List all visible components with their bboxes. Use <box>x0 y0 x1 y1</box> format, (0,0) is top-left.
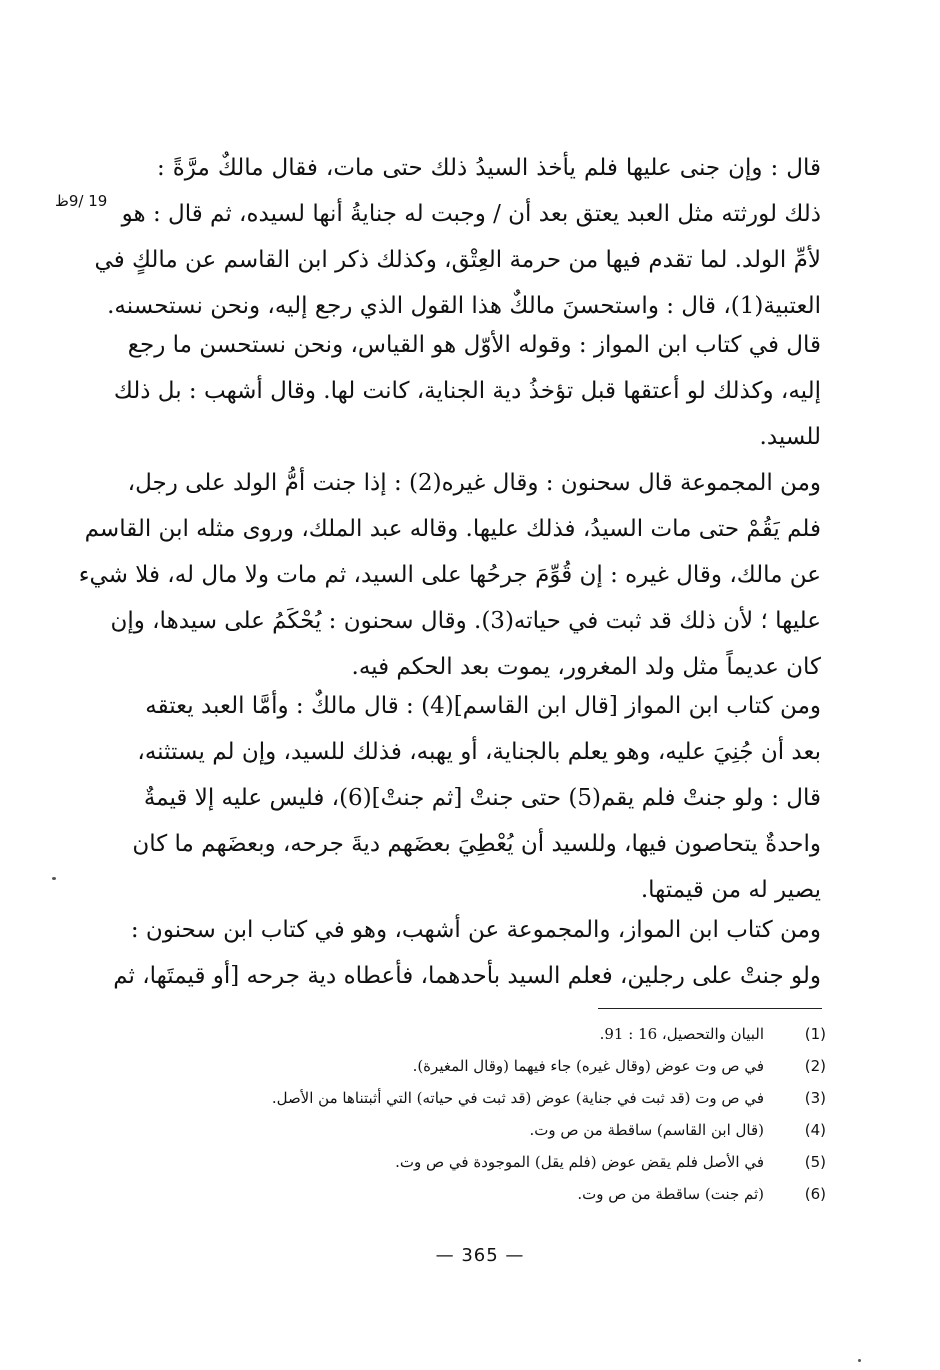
footnote-divider <box>598 1008 822 1009</box>
footnote-text: البيان والتحصيل، 16 : 91. <box>599 1025 764 1043</box>
footnote-text: في ص وت عوض (وقال غيره) جاء فيهما (وقال المغيرة). <box>412 1057 764 1075</box>
text-line: ولو جنتْ على رجلين، فعلم السيد بأحدهما، فأعطاه دية جرحه [أو قيمتَها، ثم <box>113 963 821 989</box>
text-line: إليه، وكذلك لو أعتقها قبل تؤخذُ دية الجناية، كانت لها. وقال أشهب : بل ذلك <box>113 378 821 404</box>
footnote-item <box>150 1114 826 1146</box>
footnote-item <box>150 1082 826 1114</box>
footnote-number: (6) <box>804 1185 826 1203</box>
footnote-text: في الأصل فلم يقض عوض (فلم يقل) الموجودة في ص وت. <box>395 1153 764 1171</box>
footnotes <box>150 1018 826 1210</box>
paragraph-1 <box>94 145 821 329</box>
footnote-text: (قال ابن القاسم) ساقطة من ص وت. <box>529 1121 764 1139</box>
text-line: يصير له من قيمتها. <box>640 877 821 903</box>
footnote-number: (2) <box>804 1057 826 1075</box>
footnote-text: في ص وت (قد ثبت في جناية) عوض (قد ثبت في حياته) التي أثبتناها من الأصل. <box>271 1089 764 1107</box>
text-line: لأمِّ الولد. لما تقدم فيها من حرمة العِتْق، وكذلك ذكر ابن القاسم عن مالكٍ في <box>94 247 821 273</box>
paragraph-4 <box>132 683 821 913</box>
text-line: ذلك لورثته مثل العبد يعتق بعد أن / وجبت له جنايةُ أنها لسيده، ثم قال : هو <box>121 201 821 227</box>
text-line: كان عديماً مثل ولد المغرور، يموت بعد الحكم فيه. <box>351 654 821 680</box>
scan-speck <box>858 1359 861 1362</box>
text-line: قال : وإن جنى عليها فلم يأخذ السيدُ ذلك حتى مات، فقال مالكٌ مرَّةً : <box>157 155 821 181</box>
footnote-item <box>150 1018 826 1050</box>
text-line: قال : ولو جنتْ فلم يقم(5) حتى جنتْ [ثم جنتْ](6)، فليس عليه إلا قيمةٌ <box>143 785 821 811</box>
footnote-number: (4) <box>804 1121 826 1139</box>
text-line: فلم يَقُمْ حتى مات السيدُ، فذلك عليها. وقاله عبد الملك، وروى مثله ابن القاسم <box>84 516 821 542</box>
paragraph-5 <box>113 907 821 999</box>
text-line: العتبية(1)، قال : واستحسنَ مالكٌ هذا القول الذي رجع إليه، ونحن نستحسنه. <box>107 293 821 319</box>
margin-folio-note: 19 /9ظ <box>55 192 108 210</box>
text-line: ومن المجموعة قال سحنون : وقال غيره(2) : إذا جنت أمُّ الولد على رجل، <box>127 470 821 496</box>
footnote-number: (3) <box>804 1089 826 1107</box>
text-line: عن مالك، وقال غيره : إن قُوِّمَ جرحُها على السيد، ثم مات ولا مال له، فلا شيء <box>78 562 821 588</box>
footnote-text: (ثم جنت) ساقطة من ص وت. <box>577 1185 764 1203</box>
footnote-item <box>150 1146 826 1178</box>
text-line: للسيد. <box>759 424 821 450</box>
text-line: واحدةٌ يتحاصون فيها، وللسيد أن يُعْطِيَ بعضَهم ديةَ جرحه، وبعضَهم ما كان <box>132 831 821 857</box>
footnote-item <box>150 1050 826 1082</box>
paragraph-2 <box>113 322 821 460</box>
text-line: عليها ؛ لأن ذلك قد ثبت في حياته(3). وقال سحنون : يُحْكَمُ على سيدها، وإن <box>110 608 821 634</box>
paragraph-3 <box>78 460 821 690</box>
text-line: ومن كتاب ابن المواز، والمجموعة عن أشهب، وهو في كتاب ابن سحنون : <box>130 917 821 943</box>
footnote-number: (1) <box>804 1025 826 1043</box>
footnote-number: (5) <box>804 1153 826 1171</box>
text-line: بعد أن جُنِيَ عليه، وهو يعلم بالجناية، أو يهبه، فذلك للسيد، وإن لم يستثنه، <box>137 739 821 765</box>
scan-speck <box>52 877 56 880</box>
text-line: قال في كتاب ابن المواز : وقوله الأوّل هو القياس، ونحن نستحسن ما رجع <box>127 332 821 358</box>
page-number: — 365 — <box>435 1245 525 1266</box>
text-line: ومن كتاب ابن المواز [قال ابن القاسم](4) : قال مالكٌ : وأمَّا العبد يعتقه <box>145 693 821 719</box>
footnote-item <box>150 1178 826 1210</box>
